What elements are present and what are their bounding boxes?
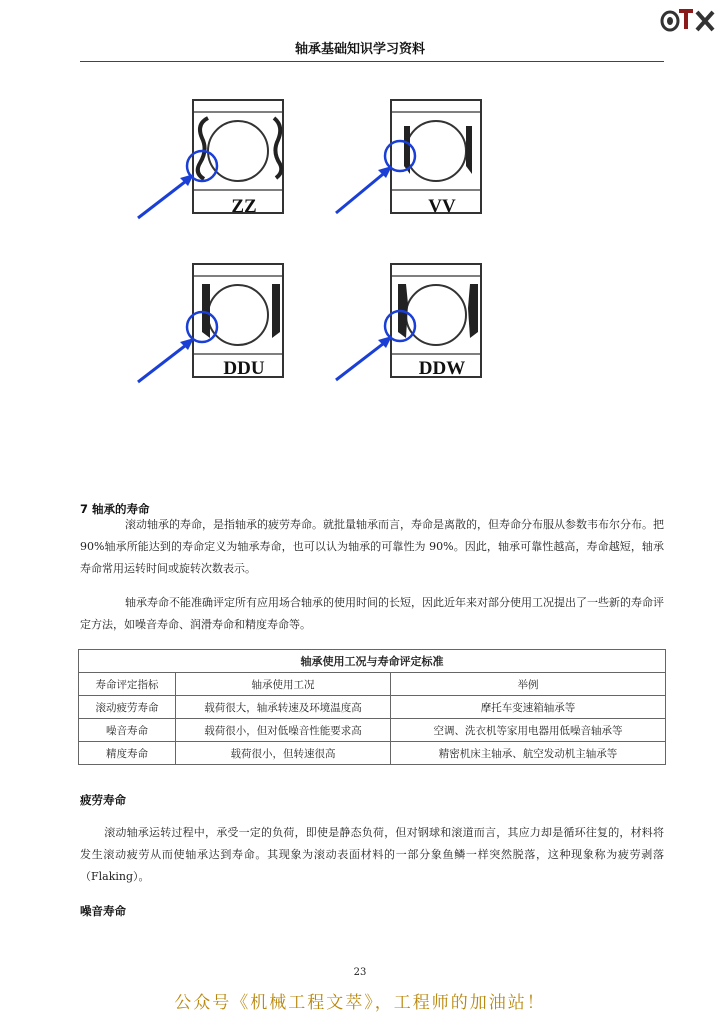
table-row [79, 742, 666, 765]
page-header-title: 轴承基础知识学习资料 [294, 42, 425, 57]
logo-graphic [660, 6, 716, 32]
table-cell: 噪音寿命 [79, 719, 176, 742]
bearing-label-vv: VV [428, 196, 456, 217]
fatigue-life-title: 疲劳寿命 [80, 793, 126, 807]
life-criteria-table [78, 649, 666, 765]
paragraph-life-methods [80, 592, 664, 636]
bearing-label-zz: ZZ [231, 196, 257, 217]
table-cell: 载荷很大，轴承转速及环境温度高 [176, 696, 391, 719]
bearing-figure-vv [334, 98, 484, 248]
bearing-figure-ddu [136, 262, 286, 412]
paragraph-bearing-life-text: 滚动轴承的寿命，是指轴承的疲劳寿命。就批量轴承而言，寿命是离散的，但寿命分布服从参数韦布尔分布。把 90%轴承所能达到的寿命定义为轴承寿命，也可以认为轴承的可靠性为 90%。因此，轴承可靠性越高，寿命越短，轴承寿命常用运转时间或旋转次数表示。 [80, 518, 664, 575]
table-cell: 空调、洗衣机等家用电器用低噪音轴承等 [391, 719, 666, 742]
table-caption-row [79, 650, 666, 673]
footer-banner: 公众号《机械工程文萃》，工程师的加油站！ [174, 993, 546, 1013]
table-header-row [79, 673, 666, 696]
table-header-cell: 举例 [391, 673, 666, 696]
logo [660, 6, 716, 32]
paragraph-fatigue-life [80, 822, 664, 888]
bearing-ddw-drawing [334, 262, 484, 412]
table-cell: 摩托车变速箱轴承等 [391, 696, 666, 719]
noise-life-title: 噪音寿命 [80, 904, 126, 918]
table-row [79, 719, 666, 742]
paragraph-bearing-life [80, 514, 664, 580]
table-cell: 滚动疲劳寿命 [79, 696, 176, 719]
table-cell: 精密机床主轴承、航空发动机主轴承等 [391, 742, 666, 765]
bearing-label-ddu: DDU [223, 358, 265, 379]
table-cell: 精度寿命 [79, 742, 176, 765]
table-caption: 轴承使用工况与寿命评定标准 [79, 650, 666, 673]
bearing-figure-zz [136, 98, 286, 248]
bearing-zz-drawing [136, 98, 286, 248]
paragraph-life-methods-text: 轴承寿命不能准确评定所有应用场合轴承的使用时间的长短，因此近年来对部分使用工况提出了一些新的寿命评定方法，如噪音寿命、润滑寿命和精度寿命等。 [80, 596, 664, 631]
header-divider [80, 61, 664, 62]
table-cell: 载荷很小，但对低噪音性能要求高 [176, 719, 391, 742]
bearing-figure-ddw [334, 262, 484, 412]
section-title: 7 轴承的寿命 [80, 502, 150, 516]
bearing-ddu-drawing [136, 262, 286, 412]
bearing-label-ddw: DDW [418, 358, 466, 379]
table-row [79, 696, 666, 719]
page-number: 23 [353, 967, 367, 978]
table-header-cell: 寿命评定指标 [79, 673, 176, 696]
paragraph-fatigue-life-text: 滚动轴承运转过程中，承受一定的负荷，即使是静态负荷，但对钢球和滚道而言，其应力却是循环往复的，材料将发生滚动疲劳从而使轴承达到寿命。其现象为滚动表面材料的一部分象鱼鳞一样突然脱落，这种现象称为疲劳剥落（Flaking）。 [80, 826, 664, 883]
table-cell: 载荷很小，但转速很高 [176, 742, 391, 765]
bearing-vv-drawing [334, 98, 484, 248]
table-header-cell: 轴承使用工况 [176, 673, 391, 696]
